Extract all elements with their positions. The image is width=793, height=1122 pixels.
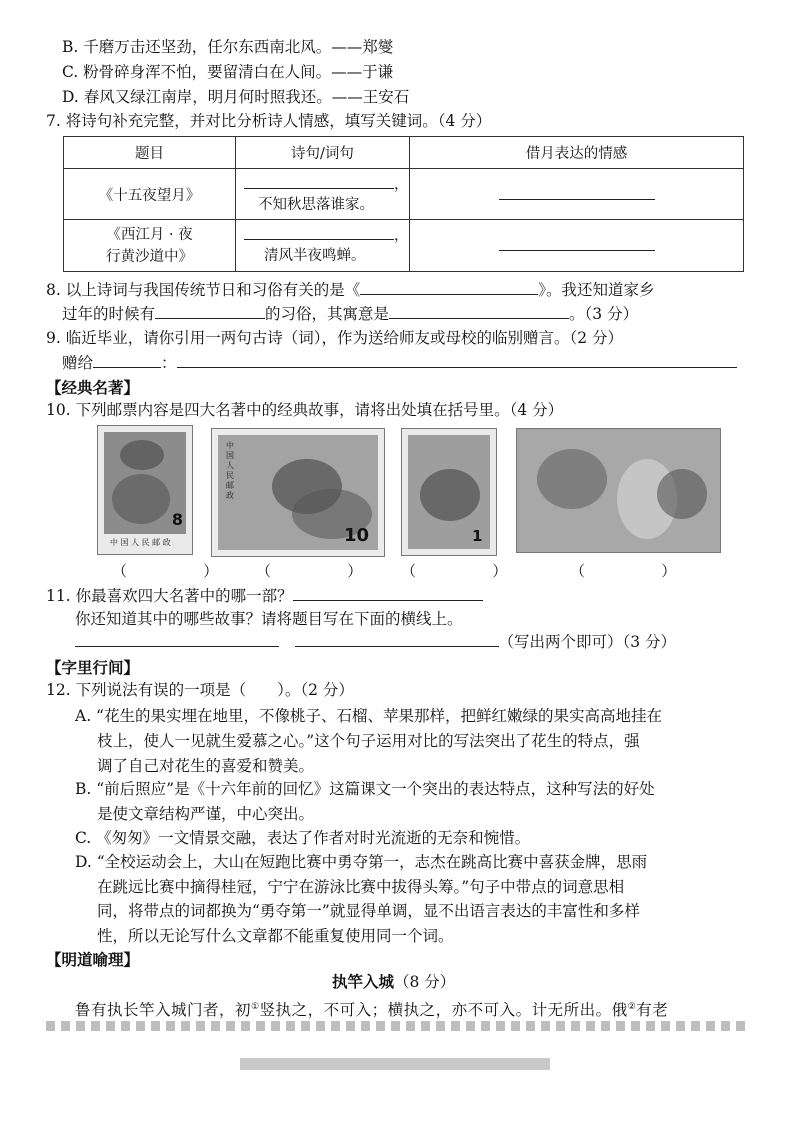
- passage-title: 执竿入城（8 分）: [332, 972, 456, 991]
- option-d-line: 性，所以无论写什么文章都不能重复使用同一个词。: [97, 927, 454, 945]
- fill-blank[interactable]: [75, 632, 279, 647]
- option-d: D. 春风又绿江南岸，明月何时照我还。——王安石: [62, 88, 410, 106]
- answer-paren[interactable]: （ ）: [570, 562, 677, 580]
- option-c: C. 粉骨碎身浑不怕，要留清白在人间。——于谦: [62, 63, 394, 81]
- option-b: B. 千磨万击还坚劲，任尔东西南北风。——郑燮: [62, 38, 394, 56]
- fill-blank[interactable]: [499, 185, 655, 200]
- fill-blank[interactable]: [499, 236, 655, 251]
- stamp-image: 8 中 国 人 民 邮 政: [97, 425, 193, 555]
- option-b-line: B. “前后照应”是《十六年前的回忆》这篇课文一个突出的表达特点，这种写法的好处: [75, 780, 655, 798]
- question-11-line-1: 11. 你最喜欢四大名著中的哪一部？: [46, 586, 483, 606]
- truncated-line: [46, 1021, 746, 1031]
- option-a-line: A. “花生的果实埋在地里，不像桃子、石榴、苹果那样，把鲜红嫩绿的果实高高地挂在: [75, 707, 662, 725]
- answer-paren[interactable]: （ ）: [401, 562, 508, 580]
- question-8-line-2: 过年的时候有 的习俗，其寓意是 。（3 分）: [62, 305, 639, 323]
- stamp-image: 1: [401, 428, 497, 556]
- blurred-footer: [240, 1058, 550, 1070]
- question-10-stem: 10. 下列邮票内容是四大名著中的经典故事，请将出处填在括号里。（4 分）: [46, 401, 564, 419]
- fill-blank[interactable]: [389, 304, 569, 319]
- table-header: 题目: [64, 137, 236, 169]
- question-7-table: [63, 136, 744, 272]
- stamp-image: [516, 428, 721, 553]
- answer-paren[interactable]: （ ）: [112, 562, 219, 580]
- table-row: 《西江月 · 夜 行黄沙道中》 ， 清风半夜鸣蝉。: [64, 220, 744, 272]
- option-d-line: D. “全校运动会上，大山在短跑比赛中勇夺第一，志杰在跳高比赛中喜获金牌，思雨: [75, 853, 648, 871]
- passage-text: 鲁有执长竿入城门者，初①竖执之，不可入；横执之，亦不可入。计无所出。俄②有老: [75, 1001, 669, 1020]
- option-d-line: 同，将带点的词都换为“勇夺第一”就显得单调，显不出语言表达的丰富性和多样: [97, 902, 640, 920]
- question-9-answer: 赠给 ：: [62, 353, 737, 373]
- fill-blank[interactable]: [293, 586, 483, 601]
- option-d-line: 在跳远比赛中摘得桂冠，宁宁在游泳比赛中拔得头筹。”句子中带点的词意思相: [97, 878, 625, 896]
- fill-blank[interactable]: [244, 174, 394, 189]
- question-7-stem: 7. 将诗句补充完整，并对比分析诗人情感，填写关键词。（4 分）: [46, 112, 492, 130]
- question-11-line-2: 你还知道其中的哪些故事？请将题目写在下面的横线上。: [75, 610, 463, 628]
- fill-blank[interactable]: [295, 632, 499, 647]
- question-11-line-3: （写出两个即可）（3 分）: [75, 632, 676, 652]
- section-heading: 【明道喻理】: [46, 951, 140, 969]
- fill-blank[interactable]: [177, 353, 737, 368]
- table-header: 诗句/词句: [236, 137, 410, 169]
- option-b-line: 是使文章结构严谨，中心突出。: [97, 805, 315, 823]
- poem-title: 《西江月 · 夜: [106, 226, 193, 243]
- question-9-stem: 9. 临近毕业，请你引用一两句古诗（词），作为送给师友或母校的临别赠言。（2 分）: [46, 329, 624, 347]
- poem-line: 清风半夜鸣蝉。: [264, 248, 366, 264]
- section-heading: 【字里行间】: [46, 659, 140, 677]
- answer-paren[interactable]: （ ）: [256, 562, 363, 580]
- stamp-image: 中国人民邮政 10: [211, 428, 385, 557]
- table-row: 《十五夜望月》 ， 不知秋思落谁家。: [64, 169, 744, 220]
- fill-blank[interactable]: [155, 304, 265, 319]
- question-12-stem: 12. 下列说法有误的一项是（ ）。（2 分）: [46, 681, 354, 699]
- option-c-line: C. 《匆匆》一文情景交融，表达了作者对时光流逝的无奈和惋惜。: [75, 829, 531, 847]
- poem-title: 行黄沙道中》: [106, 248, 193, 265]
- table-header: 借月表达的情感: [410, 137, 744, 169]
- question-8-line-1: 8. 以上诗词与我国传统节日和习俗有关的是《 》。我还知道家乡: [46, 281, 655, 299]
- section-heading: 【经典名著】: [46, 379, 140, 397]
- fill-blank[interactable]: [244, 225, 394, 240]
- option-a-line: 调了自己对花生的喜爱和赞美。: [97, 757, 315, 775]
- option-a-line: 枝上，使人一见就生爱慕之心。”这个句子运用对比的写法突出了花生的特点，强: [97, 732, 640, 750]
- fill-blank[interactable]: [360, 280, 538, 295]
- poem-title: 《十五夜望月》: [64, 169, 236, 220]
- fill-blank[interactable]: [93, 353, 161, 368]
- poem-line: 不知秋思落谁家。: [258, 196, 374, 213]
